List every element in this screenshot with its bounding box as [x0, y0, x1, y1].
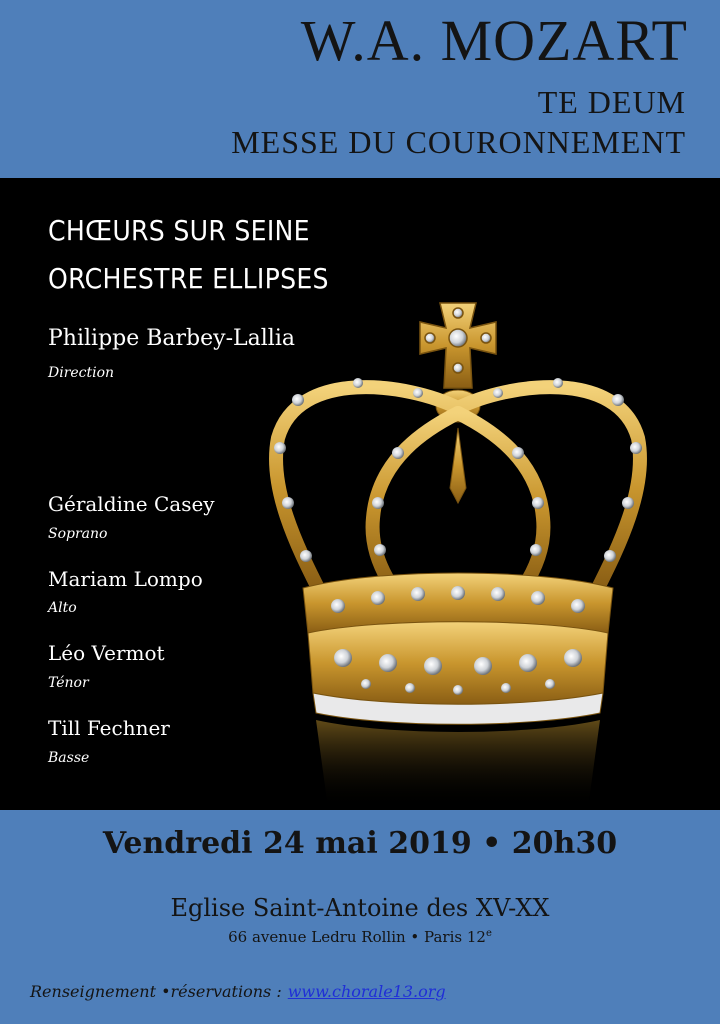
orchestra-name: ORCHESTRE ELLIPSES	[48, 262, 329, 295]
performers-panel	[0, 178, 720, 810]
info-label: Renseignement •réservations :	[30, 982, 282, 1001]
address-sup: e	[485, 928, 492, 939]
soloist-name: Géraldine Casey	[48, 492, 215, 516]
venue-address	[0, 928, 720, 946]
soloist-role: Basse	[48, 750, 90, 766]
soloist-role: Ténor	[48, 675, 89, 691]
soloist-name: Léo Vermot	[48, 641, 165, 665]
director-name: Philippe Barbey-Lallia	[48, 326, 295, 351]
event-date-time: Vendredi 24 mai 2019 • 20h30	[102, 826, 618, 861]
soloist-name: Till Fechner	[48, 716, 170, 740]
choir-name: CHŒURS SUR SEINE	[48, 214, 310, 247]
soloist-role: Soprano	[48, 526, 108, 542]
crown-image	[258, 288, 658, 808]
work-title-messe: MESSE DU COURONNEMENT	[231, 124, 686, 160]
venue-name: Eglise Saint-Antoine des XV-XX	[170, 894, 550, 922]
address-text: 66 avenue Ledru Rollin • Paris 12	[228, 928, 486, 946]
header-band	[0, 0, 720, 178]
director-role: Direction	[48, 365, 115, 381]
composer-title: W.A. MOZART	[300, 8, 688, 73]
info-line	[30, 982, 446, 1001]
soloist-role: Alto	[48, 600, 77, 616]
website-link[interactable]: www.chorale13.org	[287, 982, 446, 1001]
soloist-name: Mariam Lompo	[48, 567, 203, 591]
event-band	[0, 810, 720, 1024]
work-title-te-deum: TE DEUM	[537, 84, 686, 120]
cross	[420, 303, 496, 388]
